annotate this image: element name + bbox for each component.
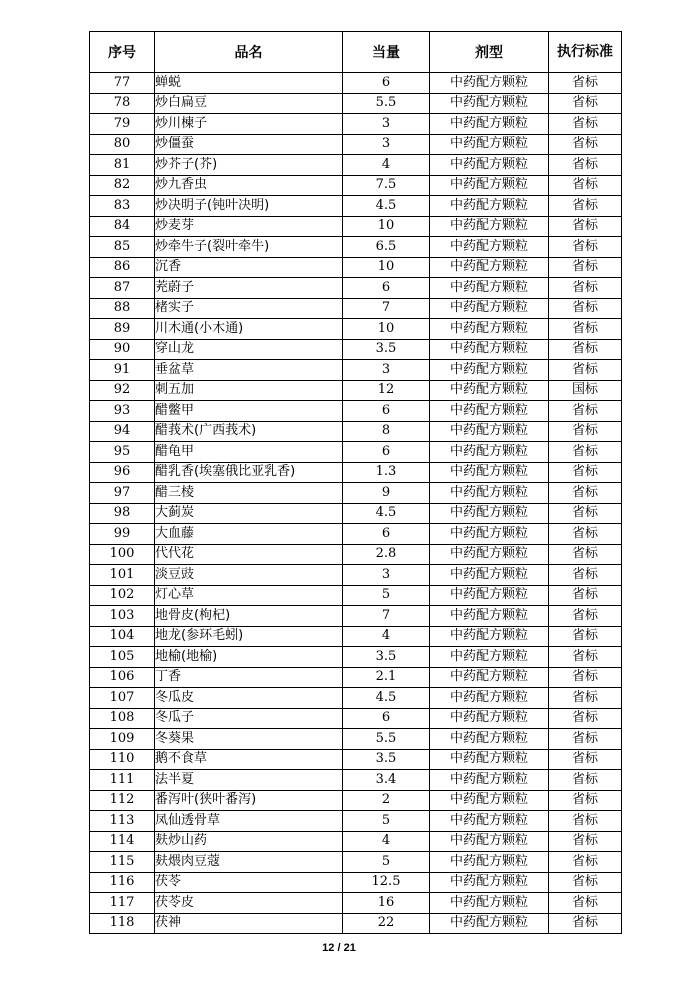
table-row (90, 114, 622, 135)
cell-form: 中药配方颗粒 (430, 319, 549, 340)
cell-dose: 4.5 (343, 688, 430, 709)
cell-dose: 7 (343, 606, 430, 627)
table-row (90, 688, 622, 709)
cell-standard: 省标 (549, 667, 622, 688)
granule-list-table (89, 31, 622, 934)
cell-form: 中药配方颗粒 (430, 770, 549, 791)
cell-name: 代代花 (155, 544, 343, 565)
table-row (90, 421, 622, 442)
cell-standard: 省标 (549, 503, 622, 524)
cell-name: 淡豆豉 (155, 565, 343, 586)
cell-form: 中药配方颗粒 (430, 155, 549, 176)
cell-name: 醋乳香(埃塞俄比亚乳香) (155, 462, 343, 483)
cell-no: 107 (90, 688, 155, 709)
cell-form: 中药配方颗粒 (430, 401, 549, 422)
cell-dose: 2.1 (343, 667, 430, 688)
cell-dose: 10 (343, 257, 430, 278)
table-row (90, 401, 622, 422)
cell-form: 中药配方颗粒 (430, 462, 549, 483)
cell-no: 115 (90, 852, 155, 873)
cell-form: 中药配方颗粒 (430, 257, 549, 278)
table-row (90, 298, 622, 319)
table-row (90, 811, 622, 832)
cell-name: 炒白扁豆 (155, 93, 343, 114)
cell-form: 中药配方颗粒 (430, 175, 549, 196)
cell-no: 84 (90, 216, 155, 237)
cell-dose: 5 (343, 811, 430, 832)
cell-name: 丁香 (155, 667, 343, 688)
cell-standard: 省标 (549, 421, 622, 442)
cell-no: 92 (90, 380, 155, 401)
cell-standard: 省标 (549, 647, 622, 668)
cell-standard: 省标 (549, 790, 622, 811)
cell-no: 108 (90, 708, 155, 729)
table-row (90, 196, 622, 217)
cell-dose: 4.5 (343, 503, 430, 524)
cell-dose: 4 (343, 831, 430, 852)
cell-standard: 省标 (549, 544, 622, 565)
cell-form: 中药配方颗粒 (430, 606, 549, 627)
cell-standard: 省标 (549, 114, 622, 135)
cell-form: 中药配方颗粒 (430, 216, 549, 237)
table-row (90, 462, 622, 483)
cell-no: 118 (90, 913, 155, 934)
table-row (90, 524, 622, 545)
cell-no: 88 (90, 298, 155, 319)
cell-no: 80 (90, 134, 155, 155)
table-row (90, 134, 622, 155)
cell-standard: 省标 (549, 339, 622, 360)
cell-standard: 省标 (549, 749, 622, 770)
cell-name: 茺蔚子 (155, 278, 343, 299)
cell-standard: 省标 (549, 913, 622, 934)
cell-dose: 10 (343, 216, 430, 237)
cell-dose: 6 (343, 442, 430, 463)
cell-standard: 省标 (549, 831, 622, 852)
cell-no: 102 (90, 585, 155, 606)
cell-dose: 12 (343, 380, 430, 401)
cell-name: 醋鳖甲 (155, 401, 343, 422)
cell-name: 川木通(小木通) (155, 319, 343, 340)
cell-no: 97 (90, 483, 155, 504)
cell-name: 鹅不食草 (155, 749, 343, 770)
cell-form: 中药配方颗粒 (430, 749, 549, 770)
cell-form: 中药配方颗粒 (430, 524, 549, 545)
cell-dose: 5.5 (343, 729, 430, 750)
cell-name: 炒决明子(钝叶决明) (155, 196, 343, 217)
cell-standard: 省标 (549, 811, 622, 832)
cell-dose: 6 (343, 401, 430, 422)
cell-standard: 省标 (549, 257, 622, 278)
cell-dose: 6 (343, 73, 430, 94)
cell-form: 中药配方颗粒 (430, 893, 549, 914)
cell-standard: 省标 (549, 93, 622, 114)
cell-no: 96 (90, 462, 155, 483)
cell-no: 106 (90, 667, 155, 688)
cell-name: 炒僵蚕 (155, 134, 343, 155)
table-row (90, 544, 622, 565)
table-row (90, 175, 622, 196)
cell-no: 91 (90, 360, 155, 381)
cell-no: 94 (90, 421, 155, 442)
cell-form: 中药配方颗粒 (430, 114, 549, 135)
cell-no: 83 (90, 196, 155, 217)
cell-form: 中药配方颗粒 (430, 237, 549, 258)
cell-name: 地龙(参环毛蚓) (155, 626, 343, 647)
cell-standard: 省标 (549, 360, 622, 381)
cell-standard: 省标 (549, 134, 622, 155)
cell-standard: 省标 (549, 237, 622, 258)
cell-name: 大蓟炭 (155, 503, 343, 524)
cell-form: 中药配方颗粒 (430, 278, 549, 299)
cell-form: 中药配方颗粒 (430, 565, 549, 586)
cell-dose: 6 (343, 524, 430, 545)
cell-no: 99 (90, 524, 155, 545)
cell-standard: 省标 (549, 606, 622, 627)
cell-form: 中药配方颗粒 (430, 872, 549, 893)
cell-name: 穿山龙 (155, 339, 343, 360)
cell-standard: 省标 (549, 175, 622, 196)
cell-standard: 省标 (549, 196, 622, 217)
table-row (90, 626, 622, 647)
cell-dose: 3.5 (343, 749, 430, 770)
table-row (90, 483, 622, 504)
cell-dose: 22 (343, 913, 430, 934)
cell-standard: 省标 (549, 298, 622, 319)
table-row (90, 749, 622, 770)
cell-dose: 2 (343, 790, 430, 811)
cell-form: 中药配方颗粒 (430, 688, 549, 709)
cell-standard: 省标 (549, 893, 622, 914)
cell-standard: 省标 (549, 708, 622, 729)
cell-name: 垂盆草 (155, 360, 343, 381)
cell-dose: 1.3 (343, 462, 430, 483)
header-name: 品名 (155, 32, 343, 73)
cell-dose: 6 (343, 708, 430, 729)
table-row (90, 708, 622, 729)
cell-name: 凤仙透骨草 (155, 811, 343, 832)
cell-no: 98 (90, 503, 155, 524)
cell-no: 114 (90, 831, 155, 852)
table-row (90, 667, 622, 688)
cell-standard: 省标 (549, 462, 622, 483)
cell-form: 中药配方颗粒 (430, 298, 549, 319)
table-row (90, 442, 622, 463)
cell-form: 中药配方颗粒 (430, 421, 549, 442)
cell-no: 81 (90, 155, 155, 176)
cell-no: 95 (90, 442, 155, 463)
table-row (90, 913, 622, 934)
cell-form: 中药配方颗粒 (430, 708, 549, 729)
cell-standard: 省标 (549, 729, 622, 750)
cell-form: 中药配方颗粒 (430, 811, 549, 832)
cell-standard: 省标 (549, 585, 622, 606)
cell-dose: 2.8 (343, 544, 430, 565)
cell-dose: 3.5 (343, 647, 430, 668)
cell-no: 112 (90, 790, 155, 811)
cell-dose: 7 (343, 298, 430, 319)
cell-no: 116 (90, 872, 155, 893)
cell-dose: 10 (343, 319, 430, 340)
cell-name: 地骨皮(枸杞) (155, 606, 343, 627)
cell-name: 法半夏 (155, 770, 343, 791)
cell-name: 炒九香虫 (155, 175, 343, 196)
cell-standard: 省标 (549, 524, 622, 545)
cell-no: 93 (90, 401, 155, 422)
cell-name: 刺五加 (155, 380, 343, 401)
cell-name: 大血藤 (155, 524, 343, 545)
cell-standard: 省标 (549, 442, 622, 463)
cell-dose: 5 (343, 852, 430, 873)
cell-dose: 8 (343, 421, 430, 442)
cell-dose: 3 (343, 565, 430, 586)
cell-standard: 省标 (549, 73, 622, 94)
cell-no: 89 (90, 319, 155, 340)
cell-dose: 6 (343, 278, 430, 299)
cell-no: 85 (90, 237, 155, 258)
cell-name: 醋三棱 (155, 483, 343, 504)
cell-standard: 省标 (549, 155, 622, 176)
cell-name: 番泻叶(狭叶番泻) (155, 790, 343, 811)
cell-no: 79 (90, 114, 155, 135)
cell-form: 中药配方颗粒 (430, 360, 549, 381)
cell-form: 中药配方颗粒 (430, 790, 549, 811)
page-number: 12 / 21 (322, 942, 356, 954)
cell-standard: 省标 (549, 319, 622, 340)
cell-form: 中药配方颗粒 (430, 93, 549, 114)
cell-form: 中药配方颗粒 (430, 442, 549, 463)
cell-no: 86 (90, 257, 155, 278)
cell-form: 中药配方颗粒 (430, 729, 549, 750)
cell-dose: 3 (343, 134, 430, 155)
cell-dose: 3.5 (343, 339, 430, 360)
cell-form: 中药配方颗粒 (430, 73, 549, 94)
cell-no: 105 (90, 647, 155, 668)
table-row (90, 155, 622, 176)
cell-form: 中药配方颗粒 (430, 585, 549, 606)
table-row (90, 729, 622, 750)
table-header-row (90, 32, 622, 73)
cell-name: 醋龟甲 (155, 442, 343, 463)
table-row (90, 93, 622, 114)
cell-no: 104 (90, 626, 155, 647)
cell-no: 111 (90, 770, 155, 791)
table-row (90, 893, 622, 914)
table-row (90, 257, 622, 278)
cell-name: 炒芥子(芥) (155, 155, 343, 176)
table-row (90, 278, 622, 299)
cell-form: 中药配方颗粒 (430, 380, 549, 401)
table-row (90, 770, 622, 791)
cell-name: 冬瓜子 (155, 708, 343, 729)
cell-form: 中药配方颗粒 (430, 913, 549, 934)
cell-dose: 16 (343, 893, 430, 914)
cell-no: 113 (90, 811, 155, 832)
cell-no: 77 (90, 73, 155, 94)
cell-name: 茯苓 (155, 872, 343, 893)
cell-form: 中药配方颗粒 (430, 626, 549, 647)
table-row (90, 585, 622, 606)
cell-standard: 省标 (549, 565, 622, 586)
table-row (90, 565, 622, 586)
table-row (90, 872, 622, 893)
table-row (90, 831, 622, 852)
table-row (90, 852, 622, 873)
cell-form: 中药配方颗粒 (430, 667, 549, 688)
header-form: 剂型 (430, 32, 549, 73)
cell-standard: 省标 (549, 216, 622, 237)
table-row (90, 503, 622, 524)
header-dose: 当量 (343, 32, 430, 73)
cell-name: 茯神 (155, 913, 343, 934)
cell-no: 101 (90, 565, 155, 586)
cell-name: 楮实子 (155, 298, 343, 319)
cell-form: 中药配方颗粒 (430, 339, 549, 360)
cell-standard: 省标 (549, 852, 622, 873)
cell-dose: 6.5 (343, 237, 430, 258)
cell-dose: 7.5 (343, 175, 430, 196)
cell-standard: 省标 (549, 401, 622, 422)
cell-name: 蝉蜕 (155, 73, 343, 94)
cell-form: 中药配方颗粒 (430, 483, 549, 504)
cell-standard: 省标 (549, 688, 622, 709)
cell-no: 90 (90, 339, 155, 360)
cell-dose: 3 (343, 114, 430, 135)
cell-name: 灯心草 (155, 585, 343, 606)
table-row (90, 606, 622, 627)
cell-dose: 4 (343, 155, 430, 176)
cell-no: 78 (90, 93, 155, 114)
cell-name: 麸煨肉豆蔻 (155, 852, 343, 873)
cell-standard: 国标 (549, 380, 622, 401)
cell-name: 炒川楝子 (155, 114, 343, 135)
cell-no: 110 (90, 749, 155, 770)
cell-form: 中药配方颗粒 (430, 134, 549, 155)
cell-no: 117 (90, 893, 155, 914)
table-row (90, 237, 622, 258)
cell-dose: 9 (343, 483, 430, 504)
table-row (90, 339, 622, 360)
cell-standard: 省标 (549, 626, 622, 647)
cell-no: 82 (90, 175, 155, 196)
cell-name: 冬瓜皮 (155, 688, 343, 709)
table-row (90, 319, 622, 340)
cell-no: 87 (90, 278, 155, 299)
cell-name: 炒麦芽 (155, 216, 343, 237)
cell-dose: 5.5 (343, 93, 430, 114)
cell-name: 茯苓皮 (155, 893, 343, 914)
cell-name: 地榆(地榆) (155, 647, 343, 668)
table-row (90, 380, 622, 401)
cell-form: 中药配方颗粒 (430, 831, 549, 852)
cell-dose: 3 (343, 360, 430, 381)
cell-form: 中药配方颗粒 (430, 544, 549, 565)
cell-no: 109 (90, 729, 155, 750)
cell-no: 103 (90, 606, 155, 627)
cell-name: 沉香 (155, 257, 343, 278)
cell-dose: 4.5 (343, 196, 430, 217)
cell-standard: 省标 (549, 770, 622, 791)
cell-form: 中药配方颗粒 (430, 852, 549, 873)
cell-form: 中药配方颗粒 (430, 647, 549, 668)
cell-no: 100 (90, 544, 155, 565)
cell-dose: 3.4 (343, 770, 430, 791)
cell-dose: 5 (343, 585, 430, 606)
table-row (90, 216, 622, 237)
table-body (90, 73, 622, 934)
cell-name: 醋莪术(广西莪术) (155, 421, 343, 442)
cell-standard: 省标 (549, 483, 622, 504)
table-row (90, 73, 622, 94)
header-no: 序号 (90, 32, 155, 73)
table-row (90, 360, 622, 381)
cell-standard: 省标 (549, 872, 622, 893)
cell-dose: 4 (343, 626, 430, 647)
cell-name: 麸炒山药 (155, 831, 343, 852)
cell-standard: 省标 (549, 278, 622, 299)
cell-form: 中药配方颗粒 (430, 503, 549, 524)
cell-dose: 12.5 (343, 872, 430, 893)
table-row (90, 647, 622, 668)
cell-name: 炒牵牛子(裂叶牵牛) (155, 237, 343, 258)
header-standard: 执行标准 (549, 32, 622, 73)
cell-name: 冬葵果 (155, 729, 343, 750)
table-row (90, 790, 622, 811)
cell-form: 中药配方颗粒 (430, 196, 549, 217)
